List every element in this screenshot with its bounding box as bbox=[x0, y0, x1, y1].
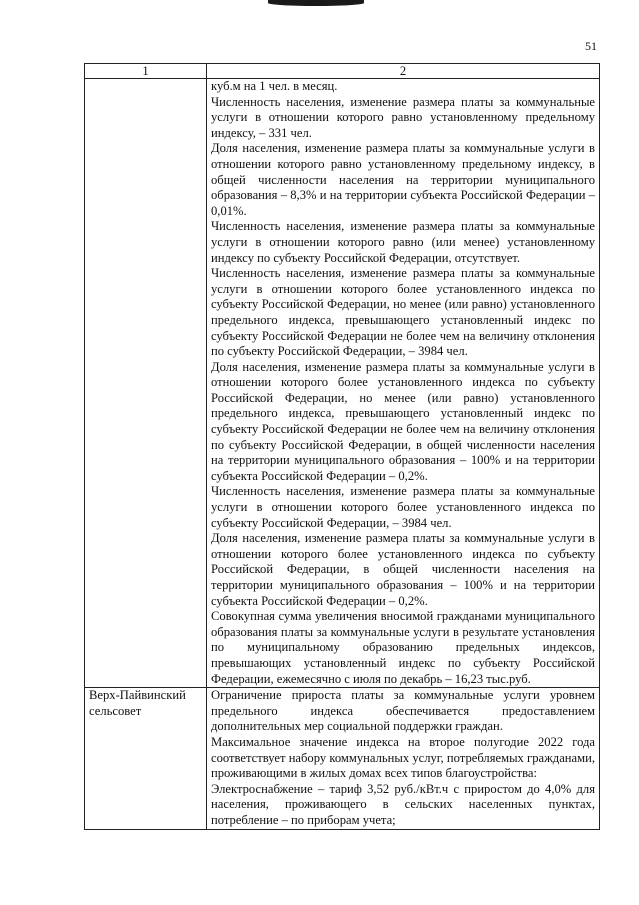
municipality-cell bbox=[85, 79, 207, 688]
column-header-2: 2 bbox=[207, 64, 600, 79]
paragraph: Электроснабжение – тариф 3,52 руб./кВт.ч с приростом до 4,0% для населения, проживающего в сельских населенных пунктах, потребление – по приборам учета; bbox=[211, 781, 595, 827]
paragraph: куб.м на 1 чел. в месяц. bbox=[211, 79, 338, 93]
column-header-1: 1 bbox=[85, 64, 207, 79]
table-row bbox=[85, 688, 600, 829]
scan-artifact bbox=[268, 0, 364, 6]
paragraph: Максимальное значение индекса на второе полугодие 2022 года соответствует набору коммунальных услуг, потребляемых гражданами, проживающими в жилых домах всех типов благоустройства: bbox=[211, 734, 595, 781]
description-cell bbox=[207, 79, 600, 688]
description-cell bbox=[207, 688, 600, 829]
paragraph: Доля населения, изменение размера платы за коммунальные услуги в отношении которого равно установленному предельному индексу, в общей численности населения на территории муниципального образования – 8,3% и на территории субъекта Российской Федерации – 0,01%. bbox=[211, 141, 595, 218]
table-row bbox=[85, 79, 600, 688]
paragraph: Численность населения, изменение размера платы за коммунальные услуги в отношении которого равно установленному предельному индексу, – 331 чел. bbox=[211, 94, 595, 140]
paragraph: Численность населения, изменение размера платы за коммунальные услуги в отношении которого более установленного индекса по субъекту Российской Федерации, но менее (или равно) установленного предельного индекса, превышающего установленный индекс по субъекту Российской Федерации не более чем на величину отклонения по субъекту Российской Федерации, – 3984 чел. bbox=[211, 266, 595, 359]
paragraph: Численность населения, изменение размера платы за коммунальные услуги в отношении которого более установленного индекса по субъекту Российской Федерации, – 3984 чел. bbox=[211, 484, 595, 530]
paragraph: Ограничение прироста платы за коммунальные услуги уровнем предельного индекса обеспечивается предоставлением дополнительных мер социальной поддержки граждан. bbox=[211, 688, 595, 734]
paragraph: Численность населения, изменение размера платы за коммунальные услуги в отношении которого равно (или менее) установленному индексу по субъекту Российской Федерации, отсутствует. bbox=[211, 219, 595, 265]
paragraph: Доля населения, изменение размера платы за коммунальные услуги в отношении которого более установленного индекса по субъекту Российской Федерации, в общей численности населения на территории муниципального образования – 100% и на территории субъекта Российской Федерации – 0,2%. bbox=[211, 531, 595, 608]
municipality-cell: Верх-Пайвинский сельсовет bbox=[85, 688, 207, 829]
document-table bbox=[84, 63, 600, 830]
table-header-row bbox=[85, 64, 600, 79]
page-number: 51 bbox=[585, 39, 597, 53]
paragraph: Доля населения, изменение размера платы за коммунальные услуги в отношении которого более установленного индекса по субъекту Российской Федерации, но менее (или равно) установленного предельного индекса, превышающего установленный индекс по субъекту Российской Федерации не более чем на величину отклонения по субъекту Российской Федерации, в общей численности населения на территории муниципального образования – 100% и на территории субъекта Российской Федерации – 0,2%. bbox=[211, 359, 595, 483]
paragraph: Совокупная сумма увеличения вносимой гражданами муниципального образования платы за коммунальные услуги в результате установления по муниципальному образованию предельных индексов, превышающих установленный индекс по субъекту Российской Федерации, ежемесячно с июля по декабрь – 16,23 тыс.руб. bbox=[211, 609, 595, 686]
